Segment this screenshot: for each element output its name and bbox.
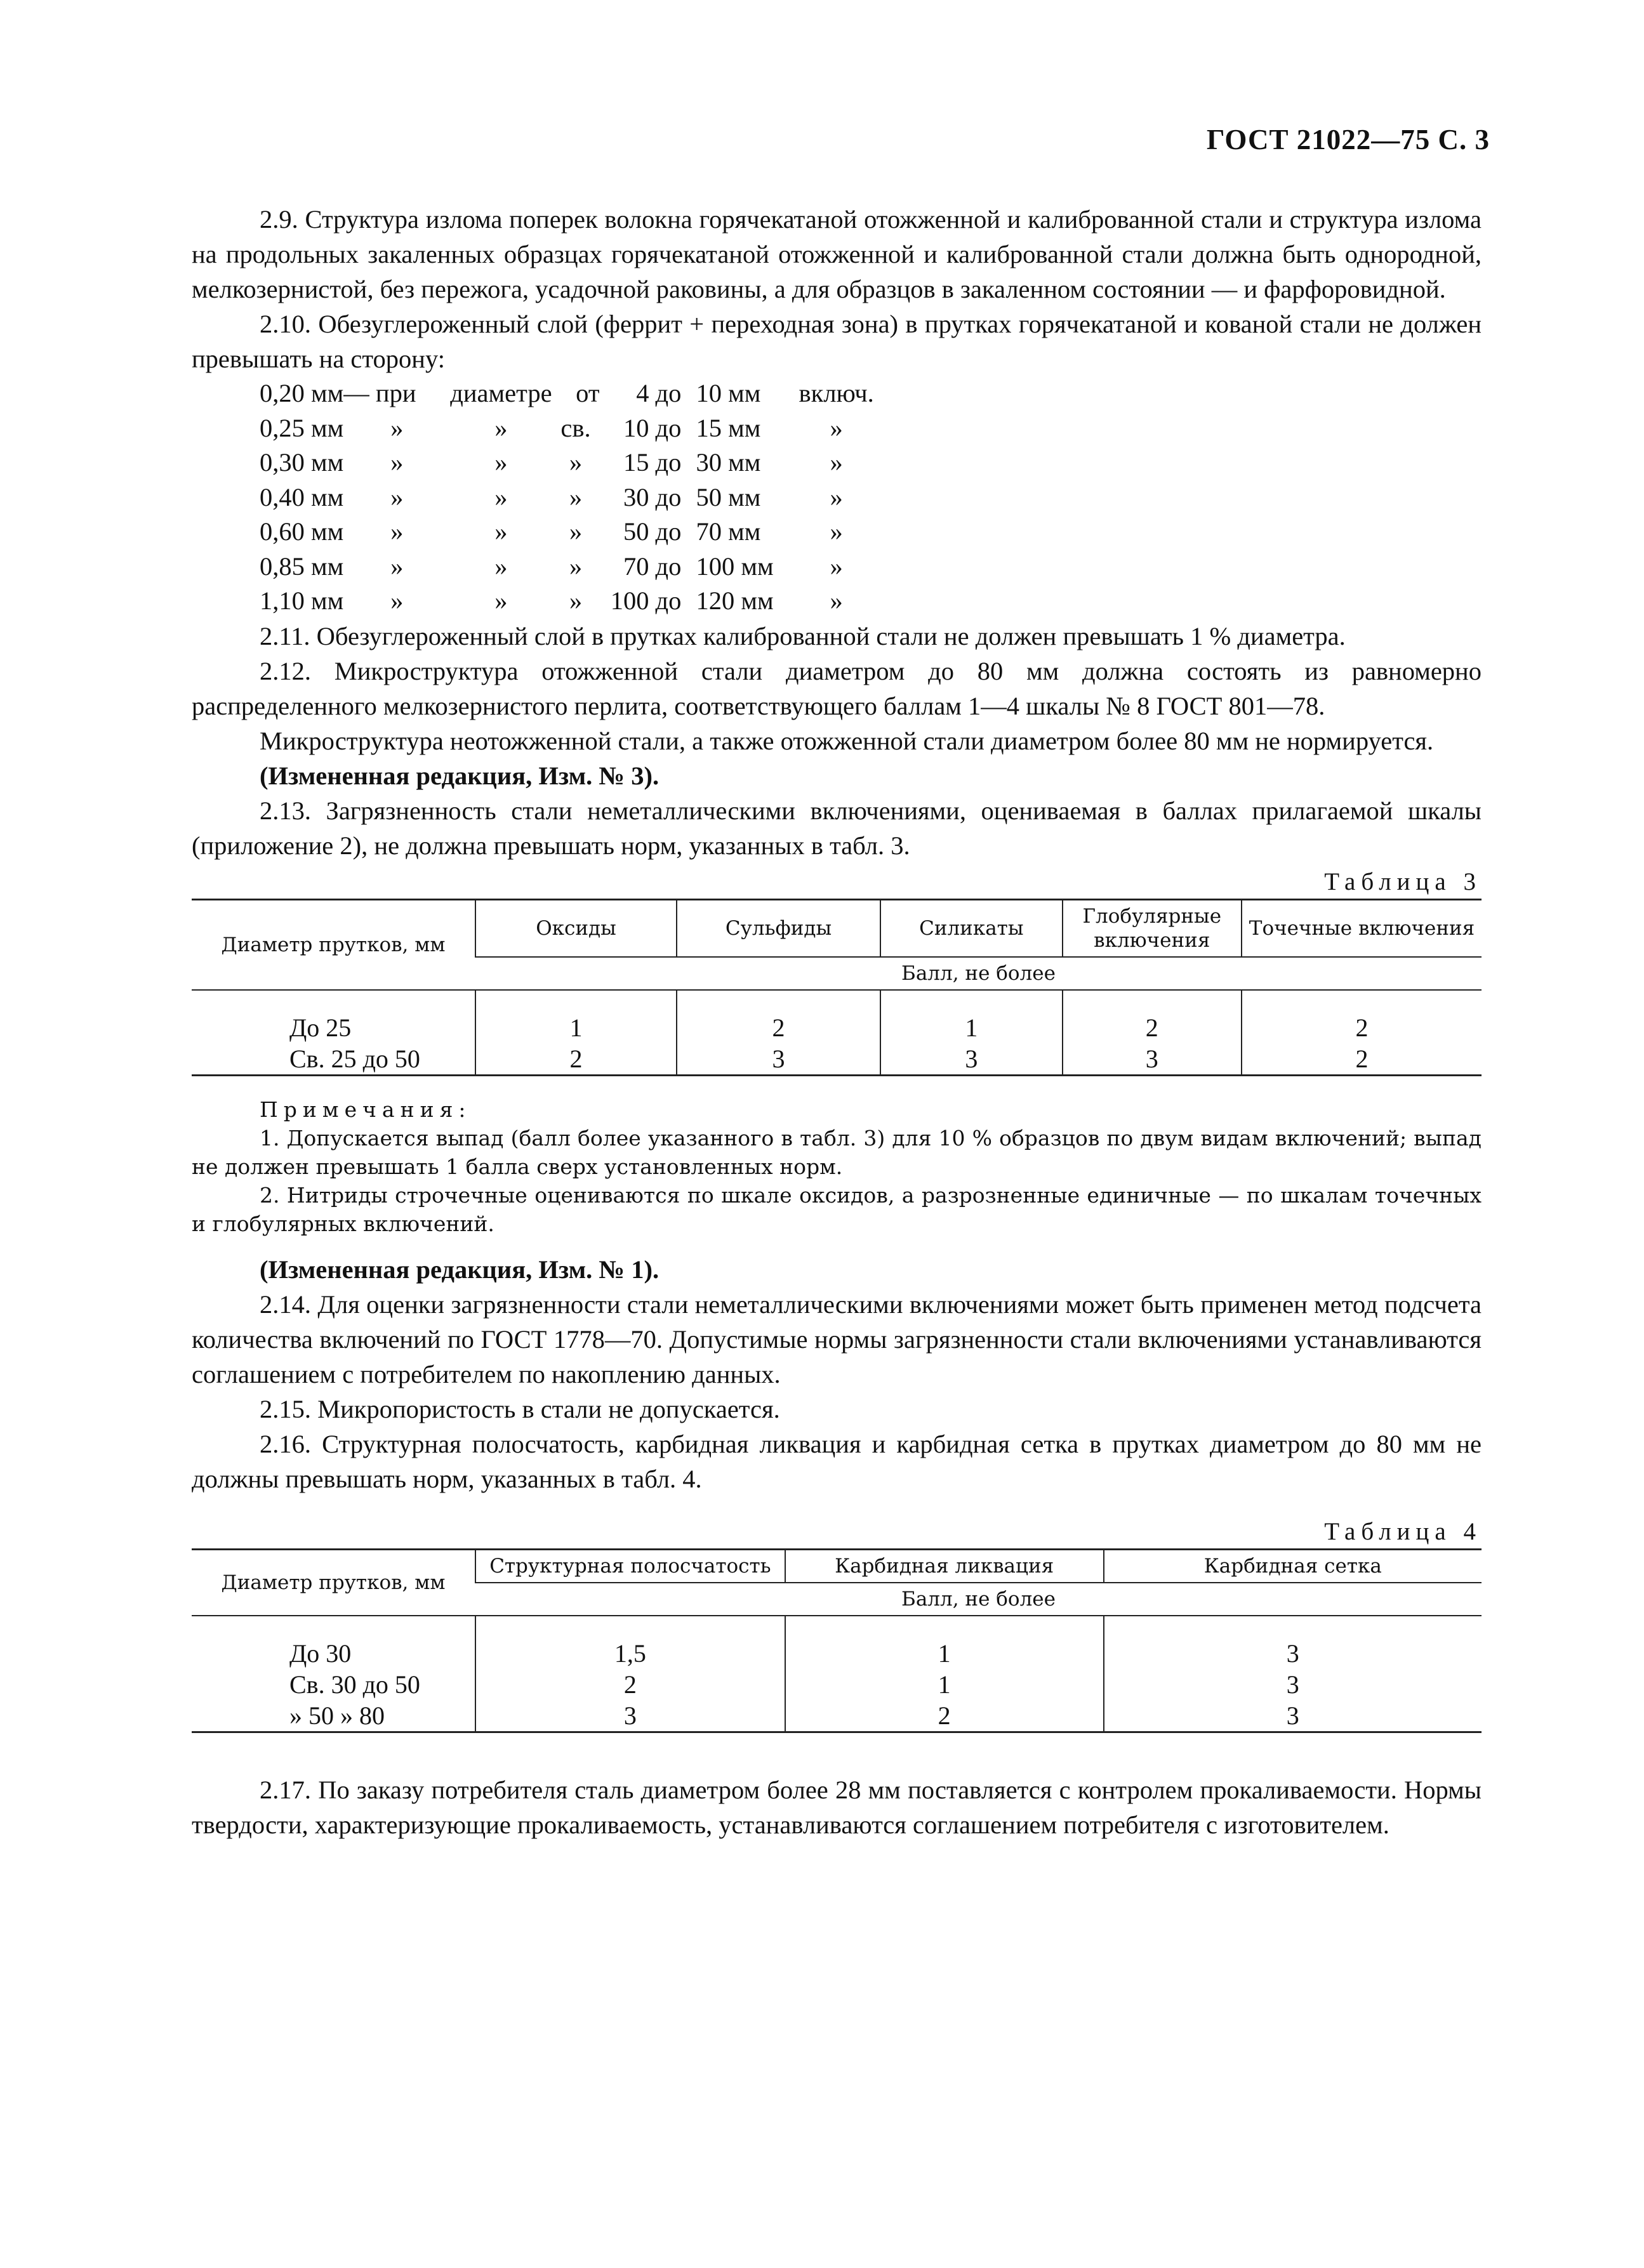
table-cell: 3 [1063, 1043, 1242, 1076]
decarburization-row [260, 411, 874, 446]
decarburization-cell: » [830, 517, 843, 546]
table-cell: 3 [475, 1700, 785, 1732]
table-cell: 1 [785, 1616, 1104, 1669]
table-4-diameter-header: Диаметр прутков, мм [192, 1549, 475, 1616]
decarburization-cell: 10 [623, 413, 649, 442]
table-4-caption: Таблица 4 [1324, 1517, 1482, 1545]
decarburization-cell: » [494, 448, 508, 477]
decarburization-cell: 15 [623, 448, 649, 477]
decarburization-cell: » [390, 448, 404, 477]
decarburization-cell: 10 мм [696, 379, 761, 407]
decarburization-cell: » [569, 517, 583, 546]
paragraph-2-14: 2.14. Для оценки загрязненности стали неметаллическими включениями может быть применен метод подсчета количества включений по ГОСТ 1778—70. Допустимые нормы загрязненности стали включениями устанавливаются соглашением с потребителем по накоплению данных. [192, 1289, 1482, 1388]
table-cell-diameter: До 25 [289, 1013, 352, 1042]
decarburization-cell: » [569, 551, 583, 581]
table-cell: 2 [1242, 990, 1482, 1043]
decarburization-cell: 70 мм [696, 517, 761, 546]
decarburization-cell: 30 [623, 482, 649, 511]
table-3-notes [192, 1095, 1482, 1238]
table-3-diameter-header: Диаметр прутков, мм [192, 899, 475, 990]
decarburization-row [260, 376, 874, 411]
decarburization-cell: » [390, 517, 404, 546]
decarburization-cell: » [830, 551, 843, 581]
decarburization-cell: » [494, 551, 508, 581]
decarburization-cell: » [390, 551, 404, 581]
table-cell: 2 [1063, 990, 1242, 1043]
table-cell-diameter: Св. 25 до 50 [192, 1043, 475, 1076]
table-cell-diameter: До 30 [289, 1638, 352, 1668]
table-3-col-globular: Глобулярные включения [1063, 899, 1242, 957]
table-cell: 2 [785, 1700, 1104, 1732]
decarburization-cell: » [494, 586, 508, 615]
decarburization-cell: св. [560, 413, 591, 442]
decarburization-cell: » [390, 482, 404, 511]
decarburization-cell: 0,25 мм [260, 413, 344, 442]
table-cell: 2 [475, 1043, 677, 1076]
page-header: ГОСТ 21022—75 С. 3 [1206, 124, 1490, 155]
decarburization-cell: 70 [623, 551, 649, 581]
decarburization-row [260, 480, 874, 515]
decarburization-cell: » [494, 482, 508, 511]
amendment-note-1: (Измененная редакция, Изм. № 1). [260, 1255, 660, 1284]
decarburization-cell: до [655, 413, 682, 442]
decarburization-cell: 0,30 мм [260, 448, 344, 477]
decarburization-cell: 4 [636, 379, 649, 407]
table-4-col-network: Карбидная сетка [1104, 1549, 1482, 1583]
note-1: 1. Допускается выпад (балл более указанного в табл. 3) для 10 % образцов по двум видам включений; выпад не должен превышать 1 балла сверх установленных норм. [192, 1125, 1482, 1179]
amendment-note-3: (Измененная редакция, Изм. № 3). [260, 761, 660, 790]
table-3-col-sulfides: Сульфиды [677, 899, 880, 957]
decarburization-cell: 100 мм [696, 551, 774, 581]
table-cell: 1,5 [475, 1616, 785, 1669]
decarburization-cell: » [830, 482, 843, 511]
decarburization-cell: » [569, 482, 583, 511]
table-cell: 2 [1242, 1043, 1482, 1076]
table-cell: 1 [475, 990, 677, 1043]
decarburization-cell: 50 мм [696, 482, 761, 511]
table-row [192, 1669, 1482, 1700]
table-3 [192, 899, 1482, 1076]
decarburization-cell: до [655, 379, 682, 407]
decarburization-list [260, 376, 874, 619]
decarburization-row [260, 515, 874, 550]
decarburization-cell: » [569, 586, 583, 615]
document-body [192, 202, 1482, 1842]
table-row [192, 1700, 1482, 1732]
decarburization-cell: » [830, 448, 843, 477]
table-cell: 2 [475, 1669, 785, 1700]
table-cell: 3 [1104, 1669, 1482, 1700]
decarburization-cell: до [655, 551, 682, 581]
decarburization-cell: 50 [623, 517, 649, 546]
decarburization-row [260, 550, 874, 584]
table-4-col-segregation: Карбидная ликвация [785, 1549, 1104, 1583]
paragraph-2-11: 2.11. Обезуглероженный слой в прутках калиброванной стали не должен превышать 1 % диаметра. [260, 621, 1346, 650]
table-3-subheader: Балл, не более [475, 957, 1482, 990]
decarburization-cell: 30 мм [696, 448, 761, 477]
paragraph-2-12-continued: Микроструктура неотожженной стали, а также отожженной стали диаметром более 80 мм не нормируется. [260, 726, 1434, 755]
paragraph-2-10: 2.10. Обезуглероженный слой (феррит + переходная зона) в прутках горячекатаной и кованой стали не должен превышать на сторону: [192, 310, 1482, 373]
table-3-col-oxides: Оксиды [475, 899, 677, 957]
decarburization-cell: » [830, 413, 843, 442]
decarburization-cell: диаметре [450, 379, 552, 407]
decarburization-cell: 100 [610, 586, 649, 615]
decarburization-cell: » [390, 586, 404, 615]
decarburization-cell: 120 мм [696, 586, 774, 615]
decarburization-cell: от [576, 379, 600, 407]
table-cell: 3 [880, 1043, 1063, 1076]
decarburization-cell: 0,85 мм [260, 551, 344, 581]
table-cell: 3 [1104, 1616, 1482, 1669]
table-4-col-banding: Структурная полосчатость [475, 1549, 785, 1583]
decarburization-cell: 0,40 мм [260, 482, 344, 511]
decarburization-row [260, 584, 874, 619]
paragraph-2-16: 2.16. Структурная полосчатость, карбидная ликвация и карбидная сетка в прутках диаметром до 80 мм не должны превышать норм, указанных в табл. 4. [192, 1429, 1482, 1493]
notes-title: Примечания: [260, 1097, 472, 1122]
decarburization-cell: до [655, 517, 682, 546]
table-3-col-point: Точечные включения [1242, 899, 1482, 957]
decarburization-cell: » [390, 413, 404, 442]
paragraph-2-12: 2.12. Микроструктура отожженной стали диаметром до 80 мм должна состоять из равномерно распределенного мелкозернистого перлита, соответствующего баллам 1—4 шкалы № 8 ГОСТ 801—78. [192, 656, 1482, 720]
note-2: 2. Нитриды строчечные оцениваются по шкале оксидов, а разрозненные единичные — по шкалам точечных и глобулярных включений. [192, 1182, 1482, 1236]
decarburization-cell: до [655, 482, 682, 511]
decarburization-cell: » [830, 586, 843, 615]
table-cell: 3 [677, 1043, 880, 1076]
paragraph-2-15: 2.15. Микропористость в стали не допускается. [260, 1394, 780, 1423]
decarburization-cell: до [655, 586, 682, 615]
table-row [192, 990, 1482, 1043]
table-3-caption: Таблица 3 [1324, 867, 1482, 895]
table-cell-diameter: Св. 30 до 50 [289, 1670, 420, 1699]
decarburization-row [260, 445, 874, 480]
decarburization-cell: — при [343, 379, 416, 407]
decarburization-cell: 0,20 мм [260, 379, 344, 407]
table-4-subheader: Балл, не более [475, 1583, 1482, 1616]
paragraph-2-17: 2.17. По заказу потребителя сталь диаметром более 28 мм поставляется с контролем прокаливаемости. Нормы твердости, характеризующие прокаливаемость, устанавливаются соглашением потребителя с изготовителем. [192, 1775, 1482, 1839]
decarburization-cell: 0,60 мм [260, 517, 344, 546]
decarburization-cell: » [569, 448, 583, 477]
decarburization-cell: 1,10 мм [260, 586, 344, 615]
table-cell: 1 [880, 990, 1063, 1043]
table-3-col-silicates: Силикаты [880, 899, 1063, 957]
table-row [192, 1043, 1482, 1076]
decarburization-cell: 15 мм [696, 413, 761, 442]
decarburization-cell: » [494, 517, 508, 546]
table-4 [192, 1548, 1482, 1733]
table-cell: 3 [1104, 1700, 1482, 1732]
paragraph-2-13: 2.13. Загрязненность стали неметаллическими включениями, оцениваемая в баллах прилагаемой шкалы (приложение 2), не должна превышать норм, указанных в табл. 3. [192, 796, 1482, 860]
paragraph-2-9: 2.9. Структура излома поперек волокна горячекатаной отожженной и калиброванной стали и структура излома на продольных закаленных образцах горячекатаной отожженной и калиброванной стали должна быть однородной, мелкозернистой, без пережога, усадочной раковины, а для образцов в закаленном состоянии — и фарфоровидной. [192, 205, 1482, 303]
table-cell: 2 [677, 990, 880, 1043]
table-cell-diameter: » 50 » 80 [192, 1700, 475, 1732]
decarburization-cell: » [494, 413, 508, 442]
decarburization-cell: включ. [799, 379, 874, 407]
decarburization-cell: до [655, 448, 682, 477]
table-cell: 1 [785, 1669, 1104, 1700]
table-row [192, 1616, 1482, 1669]
